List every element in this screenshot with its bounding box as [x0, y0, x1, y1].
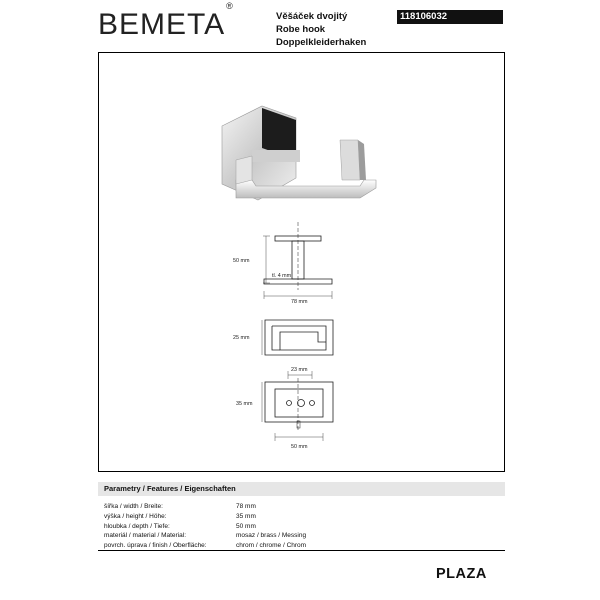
registered-mark: ®: [226, 1, 234, 11]
parameters-heading: Parametry / Features / Eigenschaften: [98, 482, 505, 496]
series-name: PLAZA: [436, 566, 487, 582]
product-photo: [222, 106, 376, 200]
brand-name: BEMETA: [98, 8, 226, 41]
front-thickness-label: tl. 4 mm: [272, 273, 292, 279]
top-height-label: 35 mm: [236, 401, 253, 407]
top-width-label: 50 mm: [291, 444, 308, 450]
param-value: 78 mm: [236, 503, 256, 510]
front-height-label: 50 mm: [233, 258, 250, 264]
param-label: šířka / width / Breite:: [104, 503, 163, 510]
top-hole-spacing-label: 23 mm: [291, 367, 308, 373]
param-label: povrch. úprava / finish / Oberfläche:: [104, 542, 207, 550]
param-value: chrom / chrome / Chrom: [236, 542, 307, 550]
side-view: [262, 320, 333, 355]
divider: [98, 550, 505, 551]
param-label: hloubka / depth / Tiefe:: [104, 522, 170, 530]
param-row-material: [98, 531, 505, 541]
param-row-width: [98, 502, 505, 512]
title-en: Robe hook: [276, 24, 326, 35]
side-height-label: 25 mm: [233, 335, 250, 341]
parameters-table: [98, 502, 505, 551]
param-label: materiál / material / Material:: [104, 532, 186, 540]
param-row-depth: [98, 522, 505, 532]
param-value: mosaz / brass / Messing: [236, 532, 307, 540]
front-width-label: 78 mm: [291, 299, 308, 305]
title-cz: Věšáček dvojitý: [276, 11, 348, 22]
param-label: výška / height / Höhe:: [104, 512, 167, 520]
front-view: [263, 222, 332, 299]
param-value: 35 mm: [236, 512, 256, 520]
product-code: 118106032: [397, 10, 503, 24]
param-value: 50 mm: [236, 522, 256, 530]
param-row-height: [98, 512, 505, 522]
title-de: Doppelkleiderhaken: [276, 37, 367, 48]
top-view: [262, 371, 333, 441]
